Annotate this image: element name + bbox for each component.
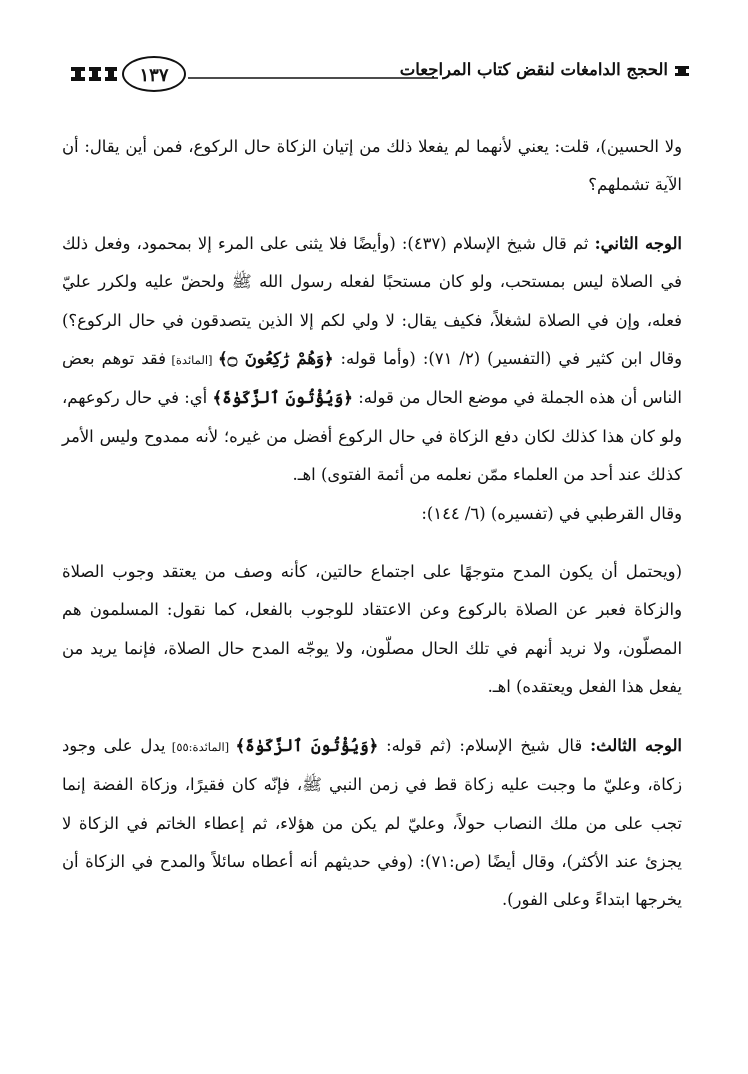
main-text xyxy=(62,128,682,920)
qurtubi-citation: وقال القرطبي في (تفسيره) (٦/ ١٤٤): xyxy=(421,503,682,523)
verse-reference-1: [المائدة] xyxy=(165,353,218,368)
paragraph-gap xyxy=(62,205,682,225)
running-header xyxy=(70,54,690,98)
quran-verse-3: ﴿وَيُؤْتُونَ ٱلزَّكَوٰةَ﴾ xyxy=(235,735,379,755)
paragraph-2-text-a: ثم قال شيخ الإسلام (٤٣٧): (وأيضًا فلا يثنى على المرء إلا بمحمود، وفعل ذلك في الصلاة ليس بمستحب، ولو كان مستحبًا لفعله رسول الله ﷺ ولحضّ عليه ولكرر عليّ فعله، وإن في الصلاة لشغلاً، فكيف يقال: لا ولي لكم إلا الذين يتصدقون في حال الركوع؟) وقال ابن كثير في (التفسير) (٢/ ٧١): (وأما قوله: xyxy=(62,233,682,369)
paragraph-1-text: ولا الحسين)، قلت: يعني لأنهما لم يفعلا ذلك من إتيان الزكاة حال الركوع، فمن أين يقال: أن الآية تشملهم؟ xyxy=(62,137,682,195)
paragraph-4-text-a: قال شيخ الإسلام: (ثم قوله: xyxy=(378,735,591,755)
paragraph-4-text-b: يدل على وجود زكاة، وعليّ ما وجبت عليه زكاة قط في زمن النبي ﷺ، فإنّه كان فقيرًا، وزكاة الفضة إنما تجب على من ملك النصاب حولاً، وعليّ لم يكن من هؤلاء، ثم إعطاء الخاتم في الزكاة لا يجزئ عند الأكثر)، وقال أيضًا (ص:٧١): (وفي حديثهم أنه أعطاه سائلاً والمدح في الزكاة أن يخرجها ابتداءً وعلى الفور). xyxy=(62,735,682,910)
quran-verse-1: ﴿وَهُمْ رَٰكِعُونَ ۝﴾ xyxy=(218,349,334,369)
third-aspect-label: الوجه الثالث: xyxy=(590,735,682,755)
header-rule-line xyxy=(188,76,438,80)
book-title-header xyxy=(400,60,690,79)
paragraph-2 xyxy=(62,225,682,495)
paragraph-2-citation xyxy=(62,495,682,533)
ornament-border-icon xyxy=(70,66,118,82)
book-title-text: الحجج الدامغات لنقض كتاب المراجعات xyxy=(399,60,668,79)
paragraph-2-text-b: فقد توهم بعض الناس أن هذه الجملة في موضع الحال من قوله: xyxy=(62,349,682,408)
second-aspect-label: الوجه الثاني: xyxy=(594,233,682,253)
verse-reference-2: [المائدة:٥٥] xyxy=(165,739,236,754)
paragraph-3 xyxy=(62,553,682,707)
paragraph-3-text: (ويحتمل أن يكون المدح متوجهًا على اجتماع حالتين، كأنه وصف من يعتقد وجوب الصلاة والزكاة فعبر عن الصلاة بالركوع وعن الاعتقاد للوجوب بالفعل، كما نقول: المسلمون هم المصلّون، ولا نريد أنهم في تلك الحال مصلّون، ولا يوجّه المدح حال الصلاة، فإنما يريد من يفعل هذا الفعل ويعتقده) اهـ. xyxy=(62,562,682,697)
paragraph-gap xyxy=(62,707,682,727)
paragraph-2-text-c: أي: في حال ركوعهم، ولو كان هذا كذلك لكان دفع الزكاة في حال الركوع أفضل من غيره؛ لأنه ممدوح وليس الأمر كذلك عند أحد من العلماء ممّن نعلمه من أئمة الفتوى) اهـ. xyxy=(62,388,682,485)
ornament-mark-icon xyxy=(674,65,690,77)
quran-verse-2: ﴿وَيُؤْتُونَ ٱلزَّكَوٰةَ﴾ xyxy=(212,388,353,408)
paragraph-gap xyxy=(62,533,682,553)
paragraph-4 xyxy=(62,727,682,920)
paragraph-1 xyxy=(62,128,682,205)
page-number: ١٣٧ xyxy=(122,56,186,92)
